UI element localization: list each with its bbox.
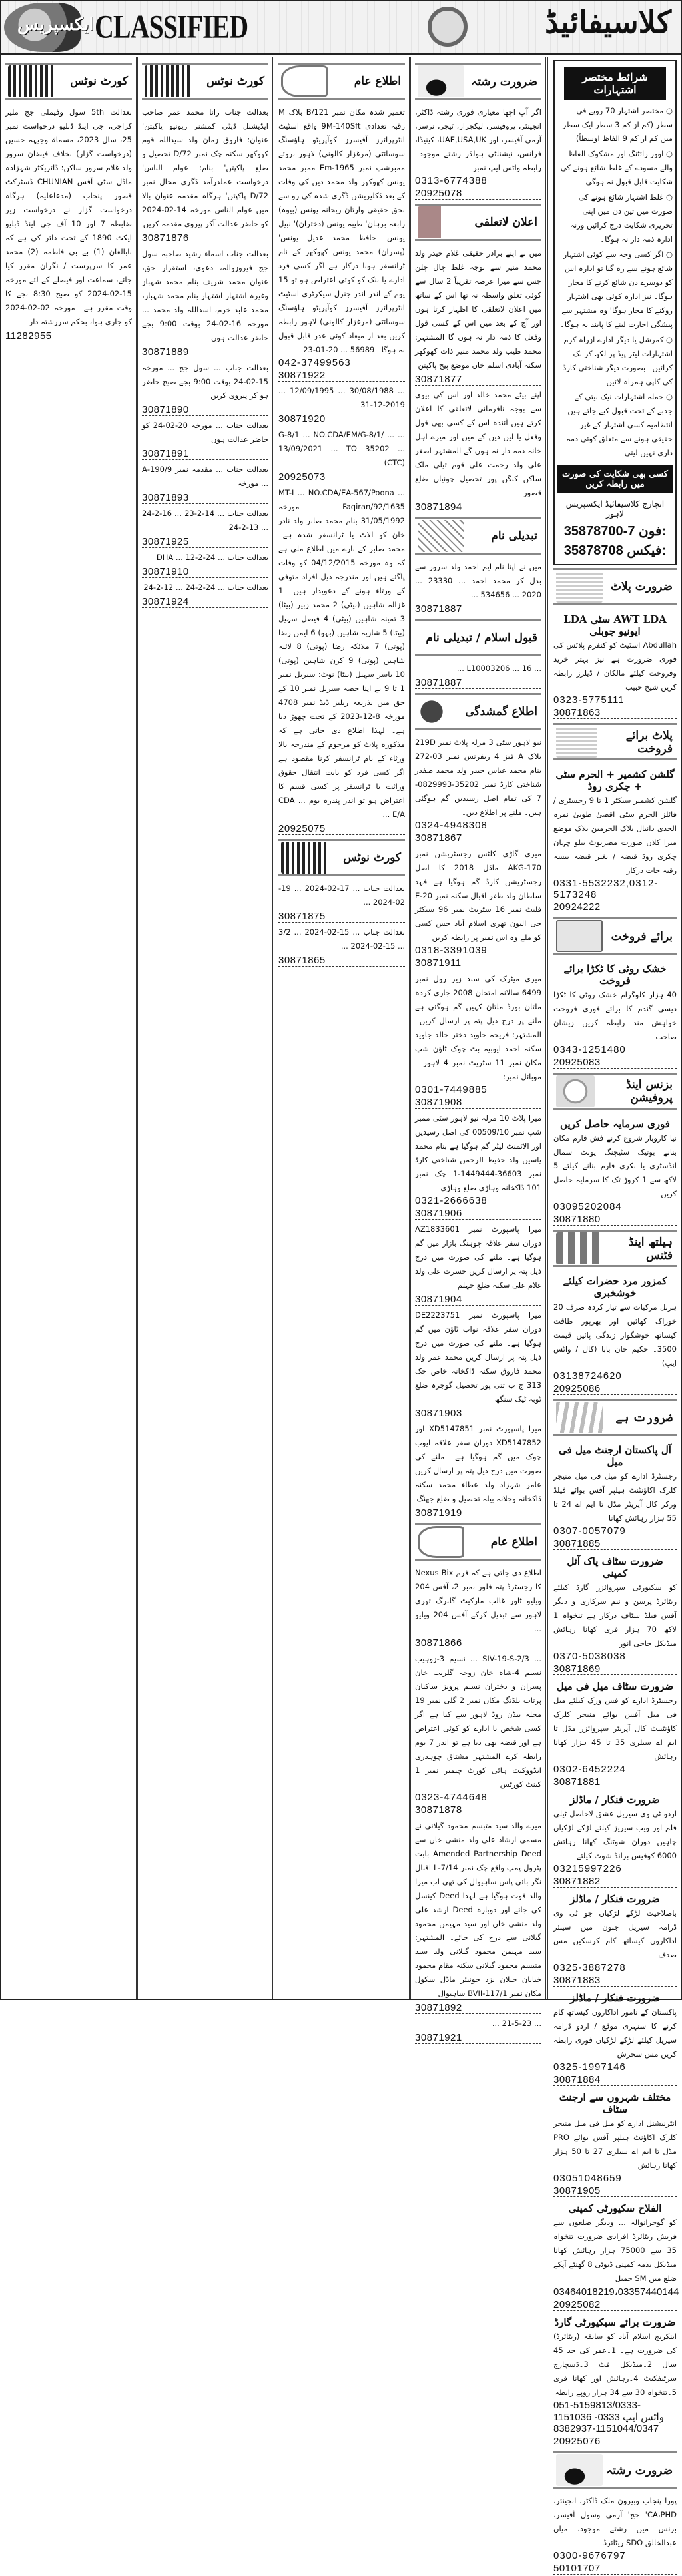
section-title: کورٹ نوٹس <box>70 75 128 88</box>
ad-text: میری میٹرک کی سند زیر رول نمبر 6499 سالانہ امتحان 2008 جاری کردہ ملتان بورڈ ملتان کہیں گم ہوگئی ہے ملنے پر درج ذیل پتہ پر ارسال کریں۔ المشتہر: فریحہ جاوید دختر خالد جاوید سکنہ احمد ایوبیہ بٹ چوک ٹاؤن شپ مکان نمبر 11 سٹریٹ نمبر 4 لاہور ۔موبائل نمبر: <box>415 974 542 1081</box>
ad-reference-number: 30871882 <box>553 1876 677 1888</box>
ad-text: میں نے اپنے برادر حقیقی غلام حیدر ولد محمد منیر سے بوجہ غلط چال چلن جس سے میرا عرصہ تقریباً 2 سال سے کوئی تعلق واسطہ نہ تھا اس کے ساتھ میں اعلان لاتعلقی کا اظہار کرتا ہوں اور آج کے بعد میں اس کے کسی قول وفعل کا ذمہ دار نہ ہوں گا المشتہر: محمد طیب ولد محمد منیر ذات کھوکھر سکنہ آبادی اسلم خاں موضع پیج پاکپتن <box>415 248 541 370</box>
section-title: اطلاع گمشدگی <box>465 705 537 718</box>
ad-reference-number: 30871877 <box>415 374 541 386</box>
ad-phone: 0331-5532232,0312-5173248 <box>553 878 659 900</box>
section-title: ضرورت رشتہ <box>606 2463 673 2477</box>
ad-title: ضرورت سٹاف پاک آئل کمپنی <box>567 1555 663 1579</box>
classified-ad <box>553 1440 677 1551</box>
classified-ad <box>278 383 405 427</box>
ad-phone: 0323-4744648 <box>415 1792 488 1803</box>
classified-ad <box>142 505 268 549</box>
ad-text: بعدالت جناب ... مورخہ 20-02-24 کو حاضر عدالت ہوں <box>142 421 268 444</box>
fax-number: 35878708 فیکس: <box>563 543 667 558</box>
ad-reference-number: 30871925 <box>142 536 268 548</box>
ad-reference-number: 20925075 <box>278 823 405 835</box>
section-header <box>553 568 677 605</box>
ad-title: مختلف شہروں سے ارجنٹ سٹاف <box>559 2091 671 2115</box>
ad-phone: 03095202084 <box>553 1201 622 1212</box>
ad-reference-number: 30871880 <box>553 1214 677 1226</box>
terms-item: ○ اگر کسی وجہ سے کوئی اشتہار شائع ہونے سے رہ گیا تو ادارہ اس کو دوسرے دن شائع کرنے کا مجاز ہوگا۔ نیز ادارہ کوئی بھی اشتہار روکنے کا مجاز ہوگا' وہ مشتہر سے پیشگی اجازت لینے کا پابند نہ ہوگا۔ <box>557 248 673 332</box>
ad-text: میں نے اپنا نام ایم احمد ولد سرور سے بدل کر محمد احمد ... 23330 ... 2020 ... 534656 ... <box>415 562 541 599</box>
ad-reference-number: 30871921 <box>415 2032 541 2044</box>
express-logo-text: ایکسپریس <box>17 15 94 35</box>
classified-ad <box>553 1988 677 2087</box>
classified-banner <box>1 1 681 55</box>
speaking-head-icon <box>418 1526 464 1558</box>
ad-text: ... SIV-19-S-2/3 ... نسیم 3-زوہیب نسیم 4-شاہ خان زوجہ گلریب خان پسران و دختران نسیم پرویز ساکنان پرتاب بلڈنگ مکان نمبر 2 گلی نمبر 19 محلہ بیڈن روڈ لاہور سے کیا ہے اگر کسی شخص یا ادارے کو کوئی اعتراض ہے اور قبضہ بھی دیا ہے تو اندر 7 یوم رابطہ کرے المشتہر مشتاق چوہدری ایڈووکیٹ ہائی کورٹ چیمبر نمبر 1 کینٹ کورٹس <box>415 1654 542 1789</box>
ad-text: ... L10003206 ... 16 ... <box>456 664 541 673</box>
ad-title: آل پاکستان ارجنٹ میل فی میل <box>559 1444 671 1468</box>
section-title: کورٹ نوٹس <box>343 851 401 864</box>
ad-reference-number: 30871893 <box>142 492 268 504</box>
ad-phone: 03464018219،03357440144 <box>553 2286 679 2298</box>
ad-text: کو سکیورٹی سپروائزر گارڈ کیلئے ریٹائرڈ پرسن و نیم سرکاری و دیگر آفس فیلڈ سٹاف درکار ہے تنخواہ 1 لاکھ 70 ہزار فری کھانا رہائش میڈیکل حاجی انور <box>553 1583 677 1648</box>
ad-reference-number: 20925082 <box>553 2299 677 2311</box>
urdu-title: کلاسیفائیڈ <box>545 4 671 40</box>
classified-ad <box>142 417 268 461</box>
ad-reference-number: 30871887 <box>415 677 541 689</box>
column-2 <box>138 57 274 1999</box>
ad-text: Abdullah اسٹیٹ کو کنفرم پلاٹس کی فوری ضرورت ہے نیز بہتر خرید وفروخت کیلئے مالکان / ڈیلرز رابطہ کریں شیخ حبیب <box>553 641 677 692</box>
ad-text: ... G-8/1 ... NO.CDA/EM/G-8/1/ ... 13/09/2021 ... TO 35202 ... (CTC) <box>278 430 405 467</box>
section-title: ضرورت پلاٹ <box>610 580 673 593</box>
terms-item: ○ مختصر اشتہار 70 روپے فی سطر (کم از کم 3 سطر ایک سطر میں کم از کم 9 الفاظ اوسطاً) <box>557 104 673 146</box>
phone-number: 35878700-7 فون: <box>563 524 667 539</box>
ad-reference-number: 30871919 <box>415 1507 541 1519</box>
classified-ad <box>553 764 677 915</box>
classified-ad <box>553 2087 677 2198</box>
section-title: پلاٹ برائے فروخت <box>625 728 673 756</box>
terms-title: شرائط مختصر اشتہارات <box>564 67 666 100</box>
classified-ad <box>278 104 405 383</box>
ad-reference-number: 20924222 <box>553 902 677 913</box>
ad-text: بعدالت جناب ... مقدمہ نمبر 190/9-A ... مورخہ <box>142 465 268 488</box>
ad-phone: 03215997226 <box>553 1863 622 1874</box>
classified-ad <box>553 1676 677 1790</box>
classified-ad <box>415 2015 541 2045</box>
ad-reference-number: 30871894 <box>415 501 541 513</box>
ad-phone: 0343-1251480 <box>553 1044 626 1055</box>
ad-reference-number: 11282955 <box>5 330 132 342</box>
ad-text: نیو لاہور سٹی 3 مرلہ پلاٹ نمبر 219D بلاک A فیز 4 ریفرنس نمبر 03-272 بنام محمد عباس حیدر ولد محمد صفدر شناختی کارڈ نمبر 35202-0829993-7 کی تمام اصل رسیدیں گم ہوگئی ہیں۔ ملنے پر اطلاع دیں۔ <box>415 738 541 817</box>
ad-reference-number: 20925086 <box>553 1383 677 1395</box>
ad-text: میرا پاسپورٹ نمبر DE2223751 دوران سفر علاقہ نواب ٹاؤن میں گم ہوگیا ہے۔ ملنے کی صورت میں درج ذیل پتہ پر ارسال کریں محمد عمر ولد محمد فاروق سکنہ ڈاکخانہ خاص چک 313 ج ب تتی پور تحصیل گوجرہ ضلع ٹوبہ ٹیک سنگھ <box>415 1310 541 1404</box>
section-header <box>553 1399 677 1436</box>
megaphone-icon <box>418 696 464 728</box>
classified-ad <box>142 246 268 360</box>
section-title: ہیلتھ اینڈ فٹنس <box>628 1235 673 1262</box>
ad-title: ضرورت سٹاف میل فی میل <box>556 1680 674 1692</box>
ad-text: 40 ہزار کلوگرام خشک روٹی کا ٹکڑا دیسی گندم کا برائے فوری فروخت خواہش مند رابطہ کریں زیشان صاحب <box>553 990 677 1041</box>
ad-text: باصلاحیت لڑکے لڑکیاں جو ٹی وی ڈرامہ سیریل جنون میں سینئر اداکاروں کیساتھ کام کرسکیں مس صدف <box>553 1908 677 1959</box>
section-header <box>415 204 541 241</box>
section-header <box>553 2451 677 2489</box>
ad-reference-number: 30871891 <box>142 448 268 460</box>
book-check-icon <box>418 520 464 552</box>
section-header <box>553 917 677 955</box>
section-title: کورٹ نوٹس <box>206 75 264 88</box>
classified-ad <box>142 579 268 609</box>
ad-reference-number: 20925073 <box>278 471 405 483</box>
classified-ad <box>415 1421 541 1521</box>
ad-text: میرا پاسپورٹ نمبر XD5147851 اور XD5147852 دوران سفر علاقہ ایوب چوک میں گم ہوگیا ہے۔ ملنے کی صورت میں درج ذیل پتہ پر ارسال کریں عامر شہزاد ولد عطاء محمد سکنہ ڈاکخانہ وجلانہ بیلہ تحصیل و ضلع جھنگ <box>415 1424 541 1503</box>
section-title: اطلاع عام <box>354 75 401 88</box>
classified-ad <box>415 1221 541 1307</box>
ad-text: اگر آپ اچھا معیاری فوری رشتہ ڈاکٹر، انجینئر، پروفیسر، لیکچرار، ٹیچر، نرسز، آرمی آفیسر، اور UAE,USA,UK، کینیڈا، فرانس، نیشنلٹی ہولڈر رشتے موجود۔ رابطہ واٹس ایپ نمبر <box>415 107 541 172</box>
ad-reference-number: 30871904 <box>415 1294 541 1306</box>
ad-title: الفلاح سکیورٹی کمپنی <box>568 2202 662 2214</box>
ad-reference-number: 30871892 <box>415 2002 541 2014</box>
terms-item: ○ غلط اشتہار شائع ہونے کی صورت میں تین دن میں اپنی تحریری شکایت درج کرائیں ورنہ ادارہ ذمہ دار نہ ہوگا۔ <box>557 190 673 246</box>
classified-ad <box>553 959 677 1070</box>
ad-reference-number: 30871875 <box>278 911 405 923</box>
ad-text: اردو ٹی وی سیریل عشق لاحاصل ٹیلی فلم اور ویب سیریز کیلئے لڑکے لڑکیاں چاہیں دوران شوٹنگ کھانا رہائش 6000 کوفیس برانڈ شوٹ کیلئے <box>553 1809 677 1860</box>
section-title: ضرورت رشتہ <box>471 75 537 89</box>
english-title: CLASSIFIED <box>95 7 248 45</box>
section-header <box>5 63 132 100</box>
ad-phone: 0318-3391039 <box>415 945 488 956</box>
ad-reference-number: 20925076 <box>553 2436 677 2447</box>
section-header <box>415 693 541 730</box>
ad-text: اپنے بیٹے محمد خالد اور اس کی بیوی سے بوجہ نافرمانی لاتعلقی کا اعلان کرتے ہیں آئندہ اس کے کسی بھی قول وفعل یا لین دین کے میں اور میرے اہل خانہ ذمہ دار نہ ہوں گے المشتہر اصغر علی ولد رحمت علی قوم تیلی ملک ساکن کنگن پور تحصیل چونیاں ضلع قصور <box>415 390 541 497</box>
column-5 <box>547 57 681 2574</box>
ad-phone: 0370-5038038 <box>553 1651 626 1662</box>
section-header <box>553 723 677 760</box>
classified-ad <box>553 2493 677 2576</box>
ad-reference-number: 20925078 <box>415 188 541 200</box>
section-header <box>415 63 541 100</box>
classified-ad <box>415 1110 541 1221</box>
ad-reference-number: 30871910 <box>142 566 268 578</box>
ad-text: میرے والد سید متبسم محمود گیلانی نے مسمی ارشاد علی ولد منشی خاں سے Amended Partnership Deed بابت پٹرول پمپ واقع چک نمبر 7/14-L اقبال نگر بائی پاس ساہیوال کی تھی اب میرا والد فوت ہوگیا ہے لہذا Deed کینسل کی جائے اور دوبارہ Deed ارشد علی ولد منشی خاں اور سید مہیمن محمود گیلانی سے درج کی جائے۔ المشتہر: سید مہیمن محمود گیلانی ولد سید متبسم محمود گیلانی سکنہ مقام محمود خیابان جیلان نزد جونیئر ماڈل سکول مکان نمبر 117/1-BVII ساہیوال <box>415 1821 542 1998</box>
classified-ad <box>415 734 541 846</box>
classified-ad <box>553 2198 677 2312</box>
ad-title: کمزور مرد حضرات کیلئے خوشخبری <box>563 1275 667 1299</box>
section-header <box>415 1523 541 1561</box>
classified-ad <box>415 1565 541 1651</box>
plot-grid-icon <box>556 726 597 758</box>
ad-text: بعدالت جناب ... DHA ... 12-2-24 <box>156 553 268 562</box>
ad-text: گلشن کشمیر سیکٹر 1 تا 9 رجسٹری / فائلز الحرم سٹی اقصیٰ طوبیٰ نمرہ الحدیٰ دانیال بلاک الحرمین بلاک موضع میرا کلاں صورت مصریوٹ بیلو چہان چکری روڈ قبضہ / بغیر قبضہ بیسہ رقبہ جات درکار <box>553 796 677 875</box>
terms-list <box>557 104 673 460</box>
wedding-couple-icon <box>556 2454 603 2486</box>
ad-text: اطلاع دی جاتی ہے کہ فرم Nexus Bix کا رجسٹرڈ پتہ فلور نمبر 2، آفس 204 ویلیو ٹاور غالب مارکیٹ گلبرگ تھری لاہور سے تبدیل کرکے آفس 204 ویلیو ... <box>415 1568 541 1633</box>
ad-text: رجسٹرڈ ادارے کو میل فی میل منیجر کلرک اکاؤنٹنٹ ہیلپر آفس بوائے فیلڈ ورکر کال آپریٹر مڈل تا ایم اے 24 تا 55 ہزار رہائش کھانا <box>553 1471 677 1523</box>
ad-reference-number: 20925083 <box>553 1057 677 1069</box>
ad-phone: 03138724620 <box>553 1370 622 1382</box>
classified-ad <box>415 1307 541 1421</box>
ad-phone: 0324-4948308 <box>415 820 488 831</box>
ad-reference-number: 30871866 <box>415 1637 541 1649</box>
ad-reference-number: 30871887 <box>415 603 541 615</box>
wedding-couple-icon <box>418 65 464 97</box>
clock-calculator-icon <box>556 1075 595 1107</box>
ad-text: بعدالت 5th سول وفیملی جج ملیر کراچی، جی اینڈ ڈبلیو درخواست نمبر 25، سال 2023، مسماۃ وجیہہ حسین (درخواست گزار) بخلاف فیضان سرور ولد غلام سرور ساکن: ڈائریکٹر شہزادہ ماڈل سٹی آفس CHUNIAN ڈسٹرکٹ قصور پنجاب (مدعاعلیہ) ہرگاہ درخواست گزار نے درخواست زیر ضابطہ 7 اور 10 آف جی اینڈ ڈبلیو ایکٹ 1890 کے تحت دائر کی ہے کہ نابالغان (1) بے بی فاطمہ (2) محمد عمر کا سرپرست / نگران مقرر کیا جائے، سماعت اور فیصلے کے لئے مورخہ 15-02-2024 کو صبح 8:30 بجے کا وقت مقرر ہے۔ مورخہ 02-02-2024 کو جاری ہوا، بحکم سررشتہ دار <box>5 107 133 326</box>
for-sale-sign-icon <box>556 920 603 952</box>
classified-ad <box>553 1889 677 1988</box>
section-header <box>278 63 405 100</box>
classified-ad <box>5 104 132 344</box>
ad-reference-number: 30871881 <box>553 1776 677 1788</box>
section-title: تبدیلی نام <box>491 529 537 543</box>
ad-title: گلشن کشمیر + الحرم سٹی + چکری روڈ <box>555 768 675 792</box>
ad-reference-number: 30871905 <box>553 2185 677 2197</box>
classified-ad <box>553 1551 677 1676</box>
family-icon <box>418 206 464 238</box>
section-title: برائے فروخت <box>611 929 673 943</box>
classified-ad <box>142 549 268 579</box>
ad-text: بعدالت جناب رانا محمد عمر صاحب ایڈیشنل ڈپٹی کمشنر ریونیو پاکپتن' عنوان: فاروق زمان ولد سیداللہ قوم کھوکھر سکنہ چک نمبر 72/D تحصیل و ضلع پاکپتن' بنام: عوام الناس' درخواست عملدرآمد ڈگری محال نمبر 72/D پاکپتن' ہرگاہ مقدمہ عنوان بالا میں عوام الناس مورخہ 14-02-2024 کو حاضر عدالت آکر پیروی مقدمہ کریں <box>142 107 268 228</box>
terms-item: ○ اوور رائٹنگ اور مشکوک الفاظ والے مسودے کے غلط شائع ہونے کی شکایت قابل قبول نہ ہوگی۔ <box>557 147 673 189</box>
classified-ad <box>415 1651 541 1818</box>
terms-box <box>553 60 677 565</box>
ad-text: اینکریج اسلام آباد کو سابقہ (ریٹائرڈ) کی ضرورت ہے۔ 1۔عمر کی حد 45 سال 2۔میڈیکل فٹ 3۔ڈسچارج سرٹیفکیٹ 4۔رہائش اور کھانا فری 5۔تنخواہ 30 سے 34 ہزار روپے رابطہ <box>553 2332 677 2397</box>
classified-ad <box>553 609 677 720</box>
ad-text: ہربل مرکبات سے تیار کردہ صرف 20 خوراک کھائیں اور بھرپور طاقت کیساتھ خوشگوار زندگی پائیں قیمت 3500۔ حکیم خان بابا (کال / واٹس ایپ) <box>553 1302 677 1368</box>
classified-ad <box>278 880 405 924</box>
ad-text: بعدالت جناب ... 17-02-2024 ... 19-02-2024 ... <box>278 884 406 907</box>
ad-title: فوری سرمایہ حاصل کریں <box>560 1118 670 1130</box>
ad-phone: 0321-2666638 <box>415 1195 488 1206</box>
ad-phone: 0323-5775111 <box>553 694 625 706</box>
ad-reference-number: 30871908 <box>415 1097 541 1109</box>
ad-text: رجسٹرڈ ادارے کو فس ورک کیلئے میل فی میل آفس بوائے منیجر کلرک کاؤنٹینٹ کال آپریٹر سپروائزر مڈل تا ایم اے سیلری 35 تا 45 ہزار کھانا رہائش <box>553 1696 677 1761</box>
ad-title: ضرورت فنکار / ماڈلز <box>570 1992 660 2004</box>
section-header <box>553 1073 677 1110</box>
column-3 <box>274 57 411 1999</box>
ad-text: بعدالت جناب ... سول جج ... مورخہ 15-02-24 بوقت 9:00 بجے صبح حاضر ہو کر پیروی کریں <box>142 363 268 400</box>
ad-text: پورا پنجاب وبیرون ملک ڈاکٹر، انجینئر، CA،PHD' جج' آرمی وسول آفیسر، بزنس مین رشتے موجود، میاں عبدالخالق SDO ریٹائرڈ <box>553 2496 677 2547</box>
ad-text: ... MT-I ... NO.CDA/EA-567/Poona Faqiran/92/1635 مورخہ 31/05/1992 بنام محمد صابر ولد نادر خان کو الاٹ یا ٹرانسفر شدہ ہے۔ محمد صابر کے بارے میں اطلاع ملی ہے کہ وہ مورخہ 04/12/2015 کو وفات پاگئے ہیں اور مندرجہ ذیل افراد متوفی کے ورثاء ہونے کے دعویدار ہیں۔ 1 غزالہ شاہین (بیٹی) 2 محمد زبیر (بیٹا) 3 ثمینہ شاہین (بیٹی) 4 فیصل سہیل (بیٹا) 5 شازیہ شاہین (بہو) 6 ایمن رضا (پوتی) 7 ملائکہ رضا (پوتی) 8 لائبہ شاہین (پوتی) 9 کرن شاہین (پوتی) 10 یاسر سہیل (بیٹا) نوٹ: سیریل نمبر 1 تا 9 نے اپنا حصہ سیریل نمبر 10 کے حق میں بذریعہ ریلیز ڈیڈ نمبر 4708 مورخہ 8-12-2023 کے تحت چھوڑ دیا ہے۔ لہذا اطلاع دی جاتی ہے کہ مذکورہ پلاٹ کو مرحوم کے مندرجہ بالا ورثاء کے نام ٹرانسفر کرنا مقصود ہے اگر کسی فرد کو بابت انتقال حقوق وراثت یا ٹرانسفر پر کسی قسم کا اعتراض ہو تو اندر پندرہ یوم ... CDA ... E/A <box>278 488 406 819</box>
ad-reference-number: 30871883 <box>553 1975 677 1987</box>
classified-ad <box>553 2312 677 2449</box>
ad-text: ... 21-5-23 ... <box>492 2019 541 2028</box>
ad-text: نیا کاروبار شروع کرنے فش فارم مکان بنانے بوتیک سٹیچنگ یونٹ سمال انڈسٹری یا بکری فارم بنانے کیلئے 5 لاکھ سے 1 کروڑ تک کا سرمایہ حاصل کریں <box>553 1133 677 1198</box>
section-title: بزنس اینڈ پروفیشن <box>626 1078 673 1105</box>
section-title: قبول اسلام / تبدیلی نام <box>426 631 537 644</box>
ad-reference-number: 30871889 <box>142 346 268 358</box>
ad-phone: 0300-9676797 <box>553 2550 626 2561</box>
ad-reference-number: 30871920 <box>278 413 405 425</box>
section-header <box>278 839 405 876</box>
ad-reference-number: 30871922 <box>278 370 405 382</box>
classified-ad <box>553 1114 677 1227</box>
ad-text: میرا پاسپورٹ نمبر AZ1833601 دوران سفر علاقہ چوہنگ بازار میں گم ہوگیا ہے۔ ملنے کی صورت میں درج ذیل پتہ پر ارسال کریں حسرت علی ولد غلام علی سکنہ ضلع جہلم <box>415 1224 541 1290</box>
ad-text: بعدالت جناب ... 14-2-23 ... 16-2-24 ... 13-2-24 <box>142 509 268 532</box>
ad-text: تعمیر شدہ مکان نمبر 121/B بلاک M رقبہ تعدادی 9M-140Sft واقع اسٹیٹ انٹرپرائزز آفیسرز کوآپریٹو ہاؤسنگ سوسائٹی (مرغزار کالونی) لاہور بروئے ممبرشپ نمبر Em-1965 ممبر محمد یونس کھوکھر ولد محمد دین کی وفات کے بعد ڈکلیریشن ڈگری شدہ کی رو سے بحق حقیقی وارثان ریحانہ یونس (بیوہ) رابعہ برہان' طیبہ یونس (دختران)' نبیل یونس' حافظ محمد عدیل یونس' (پسران) محمد یونس کھوکھر کے نام ٹرانسفر ہونا درکار ہے اگر کسی فرد ادارے یا بنک کو کوئی اعتراض ہو تو 15 یوم کے اندر اندر جنرل سیکرٹری اسٹیٹ انٹرپرائزز آفیسرز کوآپریٹو ہاؤسنگ سوسائٹی (مرغزار کالونی) لاہور رابطہ کریں بعد از میعاد کوئی عذر قابل قبول نہ ہوگا۔ 56989 ... 20-01-23 <box>278 107 405 354</box>
ad-phone: 0325-1997146 <box>553 2061 626 2073</box>
column-1 <box>1 57 138 1999</box>
ad-reference-number: 30871869 <box>553 1663 677 1675</box>
ad-phone: 0302-6452224 <box>553 1764 626 1775</box>
classified-ad <box>278 485 405 836</box>
ad-text: بعدالت جناب ... 15-02-2024 ... 3/2 ... 15-02-2024 ... <box>278 927 405 951</box>
ad-reference-number: 30871924 <box>142 596 268 608</box>
ad-reference-number: 30871878 <box>415 1804 541 1816</box>
classified-ad <box>415 104 541 201</box>
ad-title: ضرورت فنکار / ماڈلز <box>570 1893 660 1905</box>
ad-reference-number: 30871876 <box>142 232 268 244</box>
magnifying-glass-icon <box>428 7 468 47</box>
ad-reference-number: 30871890 <box>142 404 268 416</box>
ad-reference-number: 30871885 <box>553 1538 677 1550</box>
ad-reference-number: 30871903 <box>415 1408 541 1419</box>
ad-text: بعدالت جناب ... 24-2-24 ... 12-2-24 <box>143 583 268 592</box>
section-title: اعلان لاتعلقی <box>474 216 537 229</box>
raised-hands-icon <box>556 1402 603 1433</box>
ad-title: ضرورت فنکار / ماڈلز <box>570 1794 660 1806</box>
ad-title: ضرورت برائے سیکیورٹی گارڈ <box>554 2316 676 2328</box>
ad-text: کو گوجرانوالہ ... ودیگر ضلعوں سے فریش ریٹائرڈ افرادی ضرورت تنخواہ 35 سے 75000 ہزار رہائش کھانا میڈیکل بذمہ کمپنی ڈیوٹی 8 گھنٹے آپکے ضلع میں SM جمیل <box>553 2218 677 2283</box>
section-title: اطلاع عام <box>490 1535 537 1549</box>
column-4 <box>411 57 547 2043</box>
terms-item: ○ جملہ اشتہارات نیک نیتی کے جذبے کے تحت قبول کیے جاتے ہیں انتظامیہ کسی اشتہار کے غیر حقیقی ہونے سے متعلق کوئی ذمہ داری نہیں لیتی۔ <box>557 390 673 460</box>
section-header <box>553 1230 677 1267</box>
plot-grid-icon <box>556 571 603 603</box>
ad-text: پاکستان کے نامور اداکاروں کیساتھ کام کرنے کا سنہری موقع / اردو ڈرامہ سیریل کیلئے لڑکے لڑکیاں فوری رابطہ کریں مس سحرش <box>553 2007 677 2059</box>
express-logo-globe-icon <box>4 3 94 52</box>
ad-text: بعدالت جناب اسماء رشید صاحبہ سول جج فیروزوالہ، دعوی، استقرار حق، عنوان محمد شریف بنام محمد شہباز وغیرہ اشتہار اشتہار بنام محمد شہباز، محمد عابد خرم، اسداللہ ولد محمد ... مورخہ 16-02-24 بوقت 9:00 بجے حاضر عدالت ہوں <box>142 249 268 342</box>
classified-ad <box>415 387 541 515</box>
ad-title: AWT LDA سٹی LDA ایونیو جوبلی <box>563 613 667 637</box>
classified-ad <box>142 461 268 505</box>
incharge-label: انچارج کلاسیفائیڈ ایکسپریس لاہور <box>565 499 665 519</box>
ad-reference-number: 30871884 <box>553 2074 677 2086</box>
ad-reference-number: 50101707 <box>553 2563 677 2575</box>
court-building-icon <box>145 65 191 97</box>
section-header <box>415 517 541 555</box>
ad-reference-number: 30871906 <box>415 1208 541 1220</box>
fitness-people-icon <box>556 1232 601 1264</box>
ad-phone: 03051048659 <box>553 2173 622 2184</box>
section-header <box>142 63 268 100</box>
classified-ad <box>415 660 541 690</box>
speaking-head-icon <box>281 65 328 97</box>
court-building-icon <box>281 842 328 874</box>
ad-reference-number: 30871911 <box>415 957 541 969</box>
ad-phone: 0325-3887278 <box>553 1962 626 1973</box>
ad-reference-number: 30871865 <box>278 955 405 967</box>
ad-phone: 0301-7449885 <box>415 1084 488 1095</box>
ad-text: ... 30/08/1988 ... 12/09/1995 ... 31-12-2019 <box>278 386 405 409</box>
classified-ad <box>415 559 541 617</box>
ad-phone: 0313-6774388 <box>415 175 488 186</box>
ad-text: انٹرنیشنل ادارے کو میل فی میل منیجر کلرک اکاؤنٹ ہیلپر آفس بوائے PRO مڈل تا ایم اے سیلری 27 تا 50 ہزار کھانا رہائش <box>553 2119 677 2170</box>
columns-container <box>1 57 681 2574</box>
ad-text: میرا پلاٹ 10 مرلہ نیو لاہور سٹی ممبر شپ نمبر 00509/10 کی اصل رسیدیں اور الاٹمنٹ لیٹر گم ہوگیا ہے بنام محمد یاسین ولد حفیظ الرحمن شناختی کارڈ نمبر 36603-1449444-1 چک نمبر 101 ڈاکخانہ وہاڑی ضلع وہاڑی <box>415 1113 542 1192</box>
classified-ad <box>415 1818 541 2015</box>
classified-ad <box>553 1271 677 1396</box>
classified-ad <box>142 104 268 246</box>
ad-phone: 0307-0057079 <box>553 1525 626 1537</box>
court-building-icon <box>8 65 55 97</box>
complaint-bar: کسی بھی شکایت کی صورت میں رابطہ کریں <box>557 465 673 493</box>
ad-phone: 051-5159813/0333-1151036 واٹس ایپ 0333-1151044/0347-8382937 <box>553 2400 664 2434</box>
terms-item: ○ کمرشل یا دیگر ادارے ازراہ کرم اشتہارات لیٹر پیڈ پر لکھ کر بک کرائیں۔ بصورت دیگر شناختی کارڈ کی کاپی ہمراہ لائیں۔ <box>557 333 673 389</box>
classified-ad <box>415 971 541 1110</box>
ad-reference-number: 30871867 <box>415 832 541 844</box>
section-header <box>415 619 541 656</box>
classified-ad <box>278 924 405 968</box>
classified-ad <box>415 245 541 387</box>
classified-ad <box>415 846 541 971</box>
ad-reference-number: 30871863 <box>553 707 677 719</box>
classified-ad <box>553 1790 677 1889</box>
classified-ad <box>142 360 268 417</box>
section-title: ضرورت ہے <box>615 1411 673 1425</box>
classified-ad <box>278 427 405 485</box>
ad-text: میری گاڑی کلٹس رجسٹریشن نمبر AKG-170 ماڈل 2018 کا اصل رجسٹریشن کارڈ گم ہوگیا ہے فہد سلطان ولد ظفر اقبال سکنہ نمبر E-20 فلیٹ نمبر 16 سٹریٹ نمبر 96 سیکٹر جی الیون تھری اسلام آباد جس کسی کو ملے وہ اس نمبر پر رابطہ کریں <box>415 849 542 942</box>
ad-phone: 042-37499563 <box>278 357 351 368</box>
ad-title: خشک روٹی کا ٹکڑا برائے فروخت <box>563 963 667 987</box>
